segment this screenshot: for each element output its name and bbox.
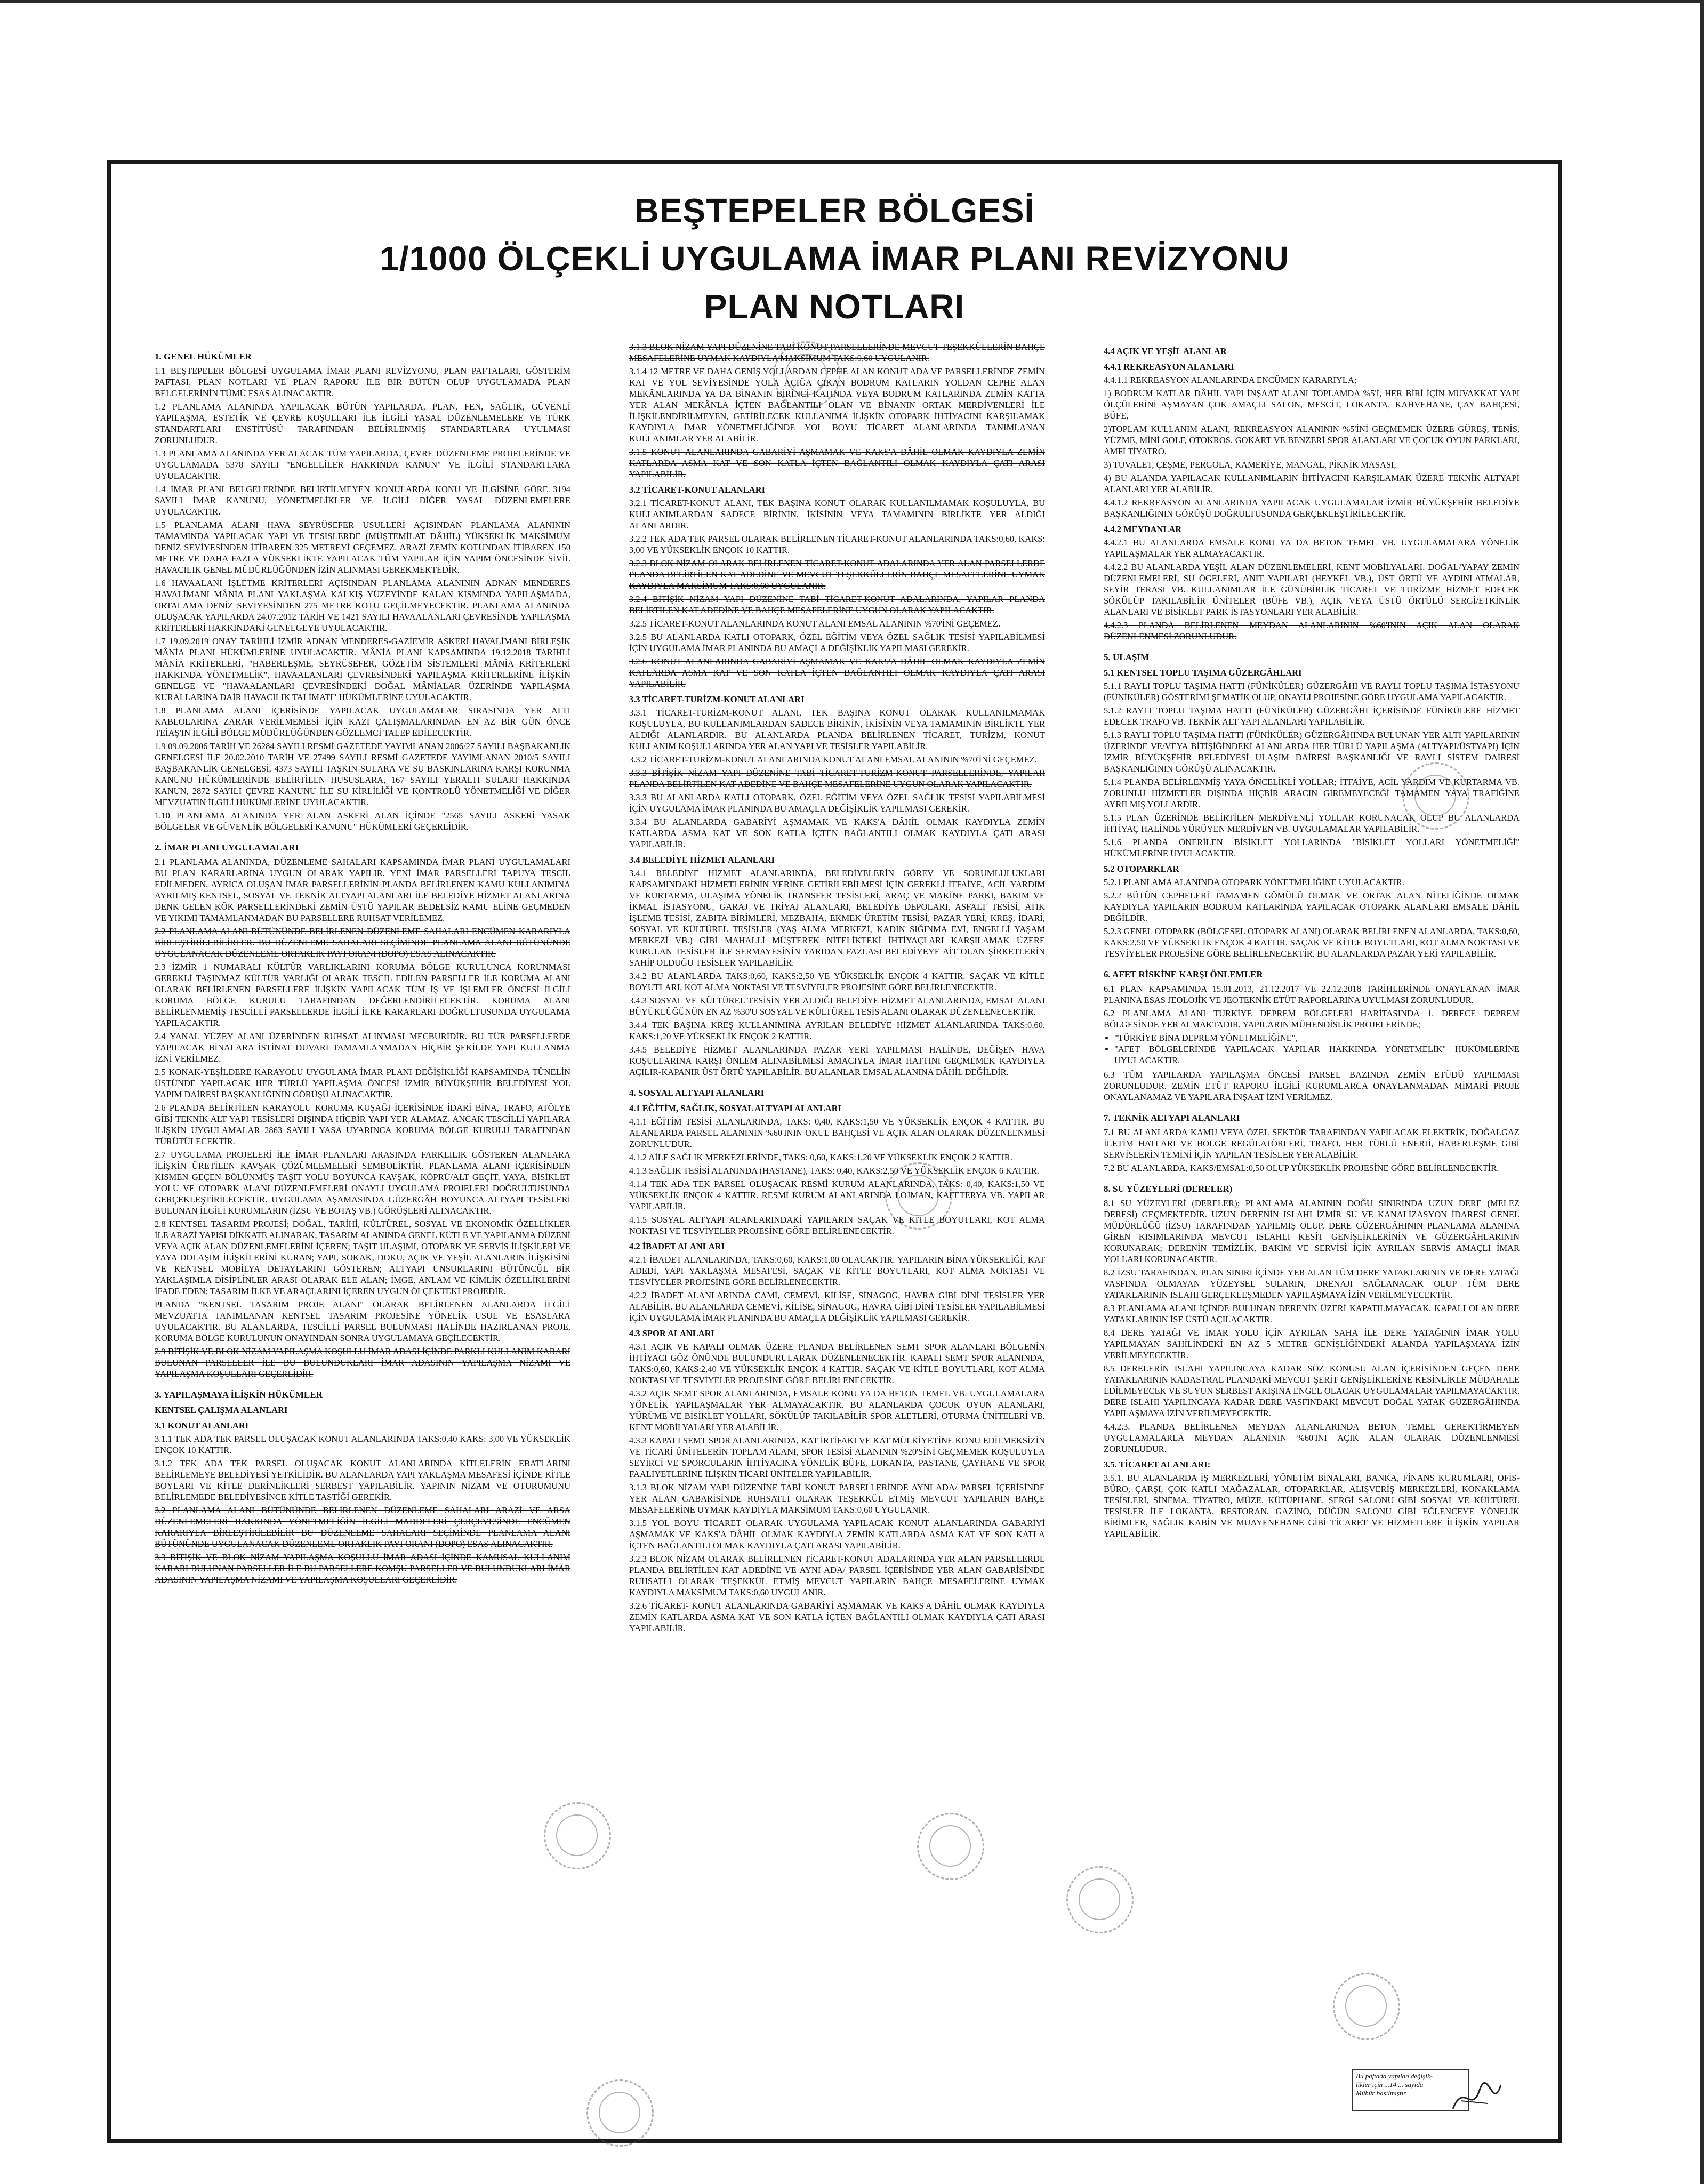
plan-note: 3.2.6 TİCARET- KONUT ALANLARINDA GABARİYİ AŞMAMAK VE KAKS'A DÂHİL OLMAK KAYDIYLA ZEMİN KATLARDA ASMA KAT VE SON KATLA İÇTEN BAĞLANTILI OLMAK KAYDIYLA ÇATI ARASI YAPILABİLİR. xyxy=(629,1601,1045,1633)
seal-stamp xyxy=(1333,1973,1400,2040)
plan-note: 3.1.5 YOL BOYU TİCARET OLARAK UYGULAMA YAPILACAK KONUT ALANLARINDA GABARİYİ AŞMAMAK VE KAKS'A DÂHİL OLMAK KAYDIYLA ZEMİN KATLARDA ASMA KAT VE SON KATLA İÇTEN BAĞLANTILI OLMAK KAYDIYLA ÇATI ARASI YAPILABİLİR. xyxy=(629,1518,1045,1551)
plan-note: 2.3 İZMİR 1 NUMARALI KÜLTÜR VARLIKLARINI KORUMA BÖLGE KURULUNCA KORUNMASI GEREKLİ TAŞINMAZ KÜLTÜR VARLIĞI OLARAK TESCİL EDİLEN PARSELLER İLE KORUMA ALANI OLARAK BELİRLENEN PARSELLERE İLİŞKİN YAPILACAK TÜM İŞ VE İŞLEMLER ÖNCESİ İLGİLİ KORUMA BÖLGE KURULU TARAFINDAN DEĞERLENDİRİLECEKTİR. KORUMA ALANI BELİRLENMEMİŞ TESCİLLİ PARSELLERDE İLGİLİ İLKE KARARLARI DOĞRULTUSUNDA UYGULAMA YAPILACAKTIR. xyxy=(155,962,570,1028)
plan-note: 3.3.4 BU ALANLARDA GABARİYİ AŞMAMAK VE KAKS'A DÂHİL OLMAK KAYDIYLA ZEMİN KATLARDA ASMA KAT VE SON KATLA İÇTEN BAĞLANTILI OLMAK KAYDIYLA ÇATI ARASI YAPILABİLİR. xyxy=(629,817,1045,849)
plan-note: 8.4 DERE YATAĞI VE İMAR YOLU İÇİN AYRILAN SAHA İLE DERE YATAĞININ İMAR YOLU YAPILMAYAN SAHİLİNDEKİ EN AZ 5 METRE GENİŞLİĞİNDEKİ ALANDA YAPILAŞMAYA İZİN VERİLMEYECEKTİR. xyxy=(1104,1328,1520,1360)
struck-plan-note: 3.3.3 BİTİŞİK NİZAM YAPI DÜZENİNE TABİ TİCARET-TURİZM-KONUT PARSELLERİNDE, YAPILAR PLANDA BELİRTİLEN KAT ADEDİNE VE BAHÇE MESAFELERİNE UYGUN OLARAK YAPILACAKTIR. xyxy=(629,768,1045,789)
seal-stamp xyxy=(1402,762,1469,830)
section-heading: 5. ULAŞIM xyxy=(1104,652,1150,662)
subsection-heading: KENTSEL ÇALIŞMA ALANLARI xyxy=(155,1405,288,1415)
plan-note: 3.4.1 BELEDİYE HİZMET ALANLARINDA, BELEDİYELERİN GÖREV VE SORUMLULUKLARI KAPSAMINDAKİ HİZMETLERİNİN YERİNE GETİRİLEBİLMESİ İÇİN GEREKLİ İTFAİYE, ACİL YARDIM VE KURTARMA, ULAŞIMA YÖNELİK TRANSFER TESİSLERİ, ARAÇ VE MAKİNE PARKI, BAKIM VE İKMAL İSTASYONU, GARAJ VE TRİYAJ ALANLARI, BELEDİYE DEPOLARI, ASFALT TESİSİ, ATIK İŞLEME TESİSİ, ZABITA BİRİMLERİ, MEZBAHA, EKMEK ÜRETİM TESİSİ, PAZAR YERİ, KREŞ, İDARİ, SOSYAL VE KÜLTÜREL TESİSLER (YAŞ ALMA MERKEZİ, KADIN SIĞINMA EVİ, ENGELLİ YAŞAM MERKEZİ VB.) GİBİ MAHALLİ MÜŞTEREK NİTELİKTEKİ İHTİYAÇLARI KARŞILAMAK ÜZERE KURULAN TESİSLER İLE SERMAYESİNİN YARIDAN FAZLASI BELEDİYEYE AİT OLAN ŞİRKETLERİN SAHİP OLDUĞU TESİSLER YAPILABİLİR. xyxy=(629,868,1045,968)
plan-note: 5.1.3 RAYLI TOPLU TAŞIMA HATTI (FÜNİKÜLER) GÜZERGÂHINDA BULUNAN YER ALTI YAPILARININ ÜZERİNDE VE/VEYA BİTİŞİĞİNDEKİ ALANLARDA HER TÜRLÜ YAPILAŞMA (ALTYAPI/ÜSTYAPI) İÇİN İZMİR BÜYÜKŞEHİR BELEDİYESİ ULAŞIM DAİRESİ BAŞKANLIĞI VE RAYLI SİSTEM DAİRESİ BAŞKANLIĞININ GÖRÜŞÜ ALINACAKTIR. xyxy=(1104,730,1520,774)
plan-note: 6.1 PLAN KAPSAMINDA 15.01.2013, 21.12.2017 VE 22.12.2018 TARİHLERİNDE ONAYLANAN İMAR PLANINA ESAS JEOLOJİK VE JEOTEKNİK ETÜT RAPORLARINA UYULMASI ZORUNLUDUR. xyxy=(1104,984,1520,1005)
plan-note: 3) TUVALET, ÇEŞME, PERGOLA, KAMERİYE, MANGAL, PİKNİK MASASI, xyxy=(1104,460,1396,470)
plan-note: 4.3.1 AÇIK VE KAPALI OLMAK ÜZERE PLANDA BELİRLENEN SEMT SPOR ALANLARI BÖLGENİN İHTİYACI GÖZ ÖNÜNDE BULUNDURULARAK DÜZENLENECEKTİR. KAPALI SEMT SPOR ALANINDA, TAKS:0,60, KAKS:2,40 VE YÜKSEKLİK ENÇOK 4 KATTIR. SAÇAK VE KİTLE BOYUTLARI, KOT ALMA NOKTASI VE TESVİYELER PROJESİNE GÖRE BELİRLENECEKTİR. xyxy=(629,1342,1045,1385)
plan-note: 5.2.3 GENEL OTOPARK (BÖLGESEL OTOPARK ALANI) OLARAK BELİRLENEN ALANLARDA, TAKS:0,60, KAKS:2,50 VE YÜKSEKLİK ENÇOK 4 KATTIR. SAÇAK VE KİTLE BOYUTLARI, KOT ALMA NOKTASI VE TESVİYELER PROJESİNE GÖRE BELİRLENECEKTİR. BU ALANLARDA PAZAR YERİ YAPILABİLİR. xyxy=(1104,926,1520,959)
subsection-heading: 3.4 BELEDİYE HİZMET ALANLARI xyxy=(629,855,775,865)
subsection-heading: 4.1 EĞİTİM, SAĞLIK, SOSYAL ALTYAPI ALANLARI xyxy=(629,1103,841,1113)
plan-note: 6.2 PLANLAMA ALANI TÜRKİYE DEPREM BÖLGELERİ HARİTASINDA 1. DERECE DEPREM BÖLGESİNDE YER ALMAKTADIR. YAPILARIN MÜHENDİSLİK PROJELERİNDE; xyxy=(1104,1008,1520,1030)
column-left xyxy=(155,341,570,2117)
subsection-heading: 5.2 OTOPARKLAR xyxy=(1104,864,1179,874)
plan-note: 4.4.1.1 REKREASYON ALANLARINDA ENCÜMEN KARARIYLA; xyxy=(1104,375,1357,385)
bullet-item: • "AFET BÖLGELERİNDE YAPILACAK YAPILAR HAKKINDA YÖNETMELİK" HÜKÜMLERİNE UYULACAKTIR. xyxy=(1114,1043,1520,1066)
struck-plan-note: 3.2.4 BİTİŞİK NİZAM YAPI DÜZENİNE TABİ TİCARET-KONUT ADALARINDA, YAPILAR PLANDA BELİRTİLEN KAT ADEDİNE VE BAHÇE MESAFELERİNE UYGUN OLARAK YAPILACAKTIR. xyxy=(629,594,1045,615)
plan-note: 8.2 İZSU TARAFINDAN, PLAN SINIRI İÇİNDE YER ALAN TÜM DERE YATAKLARININ VE DERE YATAĞI VASFINDA OLMAYAN YÜZEYSEL SULARIN, DRENAJI SAĞLANACAK OLUP TÜM DERE YATAKLARININ ISLAHI GERÇEKLEŞMEDEN YAPILAŞMAYA İZİN VERİLMEYECEKTİR. xyxy=(1104,1267,1520,1300)
revision-note-line-2: likler için ...14.... sayıda xyxy=(1356,2081,1424,2089)
section-heading: 6. AFET RİSKİNE KARŞI ÖNLEMLER xyxy=(1104,969,1263,979)
plan-note: 3.1.2 TEK ADA TEK PARSEL OLUŞACAK KONUT ALANLARINDA KİTLELERİN EBATLARINI BELİRLEMEYE BELEDİYESİ YETKİLİDİR. BU ALANLARDA YAPI YAKLAŞMA MESAFESİ İÇİNDE KİTLE BOYLARI VE KİTLE DERİNLİKLERİ SERBEST YAPILABİLİR. YAPININ NİZAM VE OTURUMUNU BELİRLEMEDE BELEDİYESİNCE KİTLE TASTİĞİ GEREKİR. xyxy=(155,1458,570,1502)
struck-plan-note: 3.2.3 BLOK NİZAM OLARAK BELİRLENEN TİCARET-KONUT ADALARINDA YER ALAN PARSELLERDE PLANDA BELİRTİLEN KAT ADEDİNE VE MEVCUT TEŞEKKÜLLERİN BAHÇE MESAFELERİNE UYMAK KAYDIYLA MAKSİMUM TAKS:0,60 UYGULANIR. xyxy=(629,558,1045,591)
plan-note: 4.4.2.1 BU ALANLARDA EMSALE KONU YA DA BETON TEMEL VB. UYGULAMALARA YÖNELİK YAPILAŞMALAR YER ALMAYACAKTIR. xyxy=(1104,537,1520,559)
bullet-list xyxy=(1114,1032,1520,1066)
plan-note: 5.1.4 PLANDA BELİRLENMİŞ YAYA ÖNCELİKLİ YOLLAR; İTFAİYE, ACİL YARDIM VE KURTARMA VB. ZORUNLU HİZMETLER DIŞINDA HİÇBİR ARACIN GİREMEYECEĞİ TAMAMEN YAYA TRAFİĞİNE AYRILMIŞ YOLLARDIR. xyxy=(1104,777,1520,809)
struck-plan-note: 3.2 PLANLAMA ALANI BÜTÜNÜNDE BELİRLENEN DÜZENLEME SAHALARI ARAZİ VE ARSA DÜZENLEMELERİ HAKKINDA YÖNETMELİĞİN İLGİLİ MADDELERİ ÇERÇEVESİNDE ENCÜMEN KARARIYLA BİRLEŞTİRİLEBİLİR BU DÜZENLEME SAHALARI SEÇİMİNDE PLANLAMA ALANI BÜTÜNÜNDE UYGULANACAK DÜZENLEME ORTAKLIK PAYI ORANI (DOPO) ESAS ALINACAKTIR. xyxy=(155,1505,570,1549)
plan-note: 1.2 PLANLAMA ALANINDA YAPILACAK BÜTÜN YAPILARDA, PLAN, FEN, SAĞLIK, GÜVENLİ YAPILAŞMA, ESTETİK VE ÇEVRE KOŞULLARI İLE İLGİLİ YASAL DÜZENLEMELERE VE TÜRK STANDARTLARI ENSTİTÜSÜ TARAFINDAN BELİRLENMİŞ STANDARTLARA UYULMASI ZORUNLUDUR. xyxy=(155,402,570,445)
plan-note: 8.1 SU YÜZEYLERİ (DERELER); PLANLAMA ALANININ DOĞU SINIRINDA UZUN DERE (MELEZ DERESİ) GEÇMEKTEDİR. UZUN DERENİN ISLAHI İZMİR SU VE KANALİZASYON İDARESİ GENEL MÜDÜRLÜĞÜ (İZSU) TARAFINDAN YAPILMIŞ OLUP, DERE GÜZERGÂHININ PLANLAMA ALANINA GİREN KISIMLARINDA MEVCUT ISLAHLI KESİT GENİŞLİKLERİNİN VE GÜZERGÂHLARININ KORUNARAK; DERENİN TEMİZLİK, BAKIM VE SERVİSİ İÇİN AYRILAN SERVİS AMAÇLI İMAR YOLLARI KORUNACAKTIR. xyxy=(1104,1198,1520,1264)
plan-note: 2)TOPLAM KULLANIM ALANI, REKREASYON ALANININ %5'İNİ GEÇMEMEK ÜZERE GÜREŞ, TENİS, YÜZME, MİNİ GOLF, OTOKROS, GOKART VE BENZERİ SPOR ALANLARI VE ÇOCUK OYUN PARKLARI, AMFİ TİYATRO, xyxy=(1104,424,1520,456)
bullet-item: • "TÜRKİYE BİNA DEPREM YÖNETMELİĞİNE", xyxy=(1114,1032,1520,1043)
plan-note: 3.4.3 SOSYAL VE KÜLTÜREL TESİSİN YER ALDIĞI BELEDİYE HİZMET ALANLARINDA, EMSAL ALANI BÜYÜKLÜĞÜNÜN EN AZ %30'U SOSYAL VE KÜLTÜREL TESİS ALANI OLARAK DÜZENLENECEKTİR. xyxy=(629,995,1045,1017)
plan-note: 3.2.3 BLOK NİZAM OLARAK BELİRLENEN TİCARET-KONUT ADALARINDA YER ALAN PARSELLERDE PLANDA BELİRTİLEN KAT ADEDİNE VE AYNI ADA/ PARSEL İÇERİSİNDE YER ALAN GABARİSİNDE RUHSATLI OLARAK TEŞEKKÜL ETMİŞ MEVCUT YAPILARIN BAHÇE MESAFELERİNE UYMAK KAYDIYLA MAKSİMUM TAKS:0,60 UYGULANIR. xyxy=(629,1554,1045,1597)
plan-note: 4.3.2 AÇIK SEMT SPOR ALANLARINDA, EMSALE KONU YA DA BETON TEMEL VB. UYGULAMALARA YÖNELİK YAPILAŞMALAR YER ALMAYACAKTIR. BU ALANLARDA ÇOCUK OYUN ALANLARI, YÜRÜME VE BİSİKLET YOLLARI, SÖKÜLÜP TAKILABİLİR SPOR ALETLERİ, OTURMA ÜNİTELERİ VB. KENT MOBİLYALARI YER ALABİLİR. xyxy=(629,1388,1045,1432)
plan-note: 2.1 PLANLAMA ALANINDA, DÜZENLEME SAHALARI KAPSAMINDA İMAR PLANI UYGULAMALARI BU PLAN KARARLARINA UYGUN OLARAK YAPILIR. YENİ İMAR PARSELLERİ TAPUYA TESCİL EDİLMEDEN, AYRICA OLUŞAN İMAR PARSELLERİNİN PLANDA BELİRLENEN KAMU KULLANIMINA AYRILMIŞ KENTSEL, SOSYAL VE TEKNİK ALTYAPI ALANLARI İLE BELEDİYE HİZMET ALANLARINA DENK GELEN KÖK PARSELLERİNDEKİ ZEMİN ÜSTÜ YAPILAR BEDELSİZ KAMU ELİNE GEÇMEDEN VE YIKIMI TAMAMLANMADAN BU PARSELLERE RUHSAT VERİLEMEZ. xyxy=(155,857,570,923)
plan-note: 4.1.3 SAĞLIK TESİSİ ALANINDA (HASTANE), TAKS: 0,40, KAKS:2,50 VE YÜKSEKLİK ENÇOK 6 KATTIR. xyxy=(629,1166,1040,1176)
plan-note: 3.1.1 TEK ADA TEK PARSEL OLUŞACAK KONUT ALANLARINDA TAKS:0,40 KAKS: 3,00 VE YÜKSEKLİK ENÇOK 10 KATTIR. xyxy=(155,1434,570,1455)
plan-note: 1.7 19.09.2019 ONAY TARİHLİ İZMİR ADNAN MENDERES-GAZİEMİR ASKERİ HAVALİMANI BİRLEŞİK MÂNİA PLANI HÜKÜMLERİNE UYULACAKTIR. MÂNİA PLANI KAPSAMINDA 19.12.2018 TARİHLİ MÂNİA KRİTERLERİ, "HABERLEŞME, SEYRÜSEFER, GÖZETİM SİSTEMLERİ MÂNİA KRİTERLERİ HAKKINDA YÖNETMELİK", HAVAALANLARI ÇEVRESİNDEKİ YAPILAŞMA KRİTERLERİNE İLİŞKİN GENELGE VE "HAVAALANLARI ÇEVRESİNDEKİ DOĞAL MÂNİALAR ÜZERİNDE YAPILAŞMA KURALLARINA DAİR HAVACILIK TALİMATI" HÜKÜMLERİNE UYULACAKTIR. xyxy=(155,636,570,702)
plan-note: 4.3.3 KAPALI SEMT SPOR ALANLARINDA, KAT İRTİFAKI VE KAT MÜLKİYETİNE KONU EDİLMEKSİZİN VE TİCARİ ÜNİTELERİN TOPLAM ALANI, SPOR TESİSİ ALANININ %20'SİNİ GEÇMEMEK KOŞULUYLA SEYİRCİ VE SPORCULARIN İHTİYACINA YÖNELİK BÜFE, LOKANTA, PASTANE, ÇAYHANE VE SPOR FAALİYETLERİNE İLİŞKİN TİCARİ ÜNİTELER YAPILABİLİR. xyxy=(629,1435,1045,1479)
seal-stamp xyxy=(885,1162,952,1230)
subsection-heading: 4.4 AÇIK VE YEŞİL ALANLAR xyxy=(1104,346,1227,356)
plan-note: 3.1.4 12 METRE VE DAHA GENİŞ YOLLARDAN CEPHE ALAN KONUT ADA VE PARSELLERİNDE ZEMİN KAT VE YOL SEVİYESİNDE YOLA AÇIĞA ÇIKAN BODRUM KATLARIN YOLDAN CEPHE ALAN MEKÂNLARINDA YA DA BİNANIN BİRİNCİ KATINDA VEYA BODRUM KATLARINDA ZEMİN KATTA YER ALAN MEKÂNLA İÇTEN BAĞLANTILI OLAN VE BİNANIN ORTAK MERDİVENLERİ İLE İLİŞKİLENDİRİLMEYEN, GETİRİLECEK KULLANIMA İLİŞKİN OTOPARK İHTİYACINI KARŞILAMAK KAYDIYLA İMAR YÖNETMELİĞİNDE YOL BOYU TİCARET ALANLARINDA TANIMLANAN KULLANIMLAR YER ALABİLİR. xyxy=(629,366,1045,444)
revision-note-line-1: Bu paftada yapılan değişik- xyxy=(1356,2072,1433,2080)
plan-note: 8.5 DERELERİN ISLAHI YAPILINCAYA KADAR SÖZ KONUSU ALAN İÇERİSİNDEN GEÇEN DERE YATAKLARININ KADASTRAL PLANDAKİ MEVCUT ŞERİT GENİŞLİKLERİNE KESİNLİKLE MÜDAHALE EDİLMEYECEK VE SUYUN SERBEST AKIŞINA ENGEL OLACAK UYGULAMALAR YAPILMAYACAKTIR. DERE ISLAHI YAPILINCAYA KADAR DERE VASFINDAKİ MEVCUT DOĞAL YATAK GÜZERGÂHINDA YAPILAŞMAYA İZİN VERİLMEYECEKTİR. xyxy=(1104,1363,1520,1418)
plan-note: 5.1.5 PLAN ÜZERİNDE BELİRTİLEN MERDİVENLİ YOLLAR KORUNACAK OLUP BU ALANLARDA İHTİYAÇ HALİNDE YÜRÜYEN MERDİVEN VB. UYGULAMALAR YAPILABİLİR. xyxy=(1104,813,1520,834)
plan-note: 3.5.1. BU ALANLARDA İŞ MERKEZLERİ, YÖNETİM BİNALARI, BANKA, FİNANS KURUMLARI, OFİS-BÜRO, ÇARŞI, ÇOK KATLI MAĞAZALAR, OTOPARKLAR, ALIŞVERİŞ MERKEZLERİ, KONAKLAMA TESİSLERİ, SİNEMA, TİYATRO, MÜZE, KÜTÜPHANE, SERGİ SALONU GİBİ SOSYAL VE KÜLTÜREL TESİSLER İLE LOKANTA, RESTORAN, GAZİNO, DÜĞÜN SALONU GİBİ EĞLENCEYE YÖNELİK BİRİMLER, SAĞLIK KABİN VE MUAYENEHANE GİBİ TİCARET VE HİZMETLERE İLİŞKİN YAPILAR YAPILABİLİR. xyxy=(1104,1473,1520,1539)
plan-note: 1.3 PLANLAMA ALANINDA YER ALACAK TÜM YAPILARDA, ÇEVRE DÜZENLEME PROJELERİNDE VE UYGULAMADA 5378 SAYILI "ENGELLİLER HAKKINDA KANUN" VE İLGİLİ STANDARTLARA UYULACAKTIR. xyxy=(155,448,570,481)
plan-note: 1) BODRUM KATLAR DÂHİL YAPI İNŞAAT ALANI TOPLAMDA %5'İ, HER BİRİ İÇİN MUVAKKAT YAPI ÖLÇÜLERİNİ AŞMAYAN ÇOK AMAÇLI SALON, MESCİT, LOKANTA, KAHVEHANE, ÇAY BAHÇESİ, BÜFE, xyxy=(1104,388,1520,421)
plan-note: 1.6 HAVAALANI İŞLETME KRİTERLERİ AÇISINDAN PLANLAMA ALANININ ADNAN MENDERES HAVALİMANI MÂNİA PLANI YAKLAŞMA KALKIŞ YÜZEYİNDE KALAN KISMINDA YAPILAŞMADA, ORTALAMA DENİZ SEVİYESİNDEN 275 METRE KOTU GEÇİLMEYECEKTİR. PLANLAMA ALANINDA OLUŞACAK YAPILARDA 24.07.2012 TARİH VE 1421 SAYILI HAVAALANLARI ÇEVRESİNDE YAPILAŞMA KRİTERLERİ HAKKINDAKİ GENELGEYE UYULACAKTIR. xyxy=(155,578,570,633)
subsection-heading: 4.4.1 REKREASYON ALANLARI xyxy=(1104,362,1234,372)
struck-plan-note: 3.3 BİTİŞİK VE BLOK NİZAM YAPILAŞMA KOŞULLU İMAR ADASI İÇİNDE KAMUSAL KULLANIM KARARI BULUNAN PARSELLER İLE BU PARSELLERE KOMŞU PARSELLER VE BULUNDUKLARI İMAR ADASININ YAPILAŞMA NİZAMI VE YAPILAŞMA KOŞULLARI GEÇERLİDİR. xyxy=(155,1552,570,1585)
seal-stamp xyxy=(586,2079,654,2147)
scan-edge-right xyxy=(1700,0,1704,2184)
plan-note: 3.3.1 TİCARET-TURİZM-KONUT ALANI, TEK BAŞINA KONUT OLARAK KULLANILMAMAK KOŞULUYLA, BU KULLANIMLARDAN SADECE BİRİNİN, İKİSİNİN VEYA TAMAMININ BİRLİKTE YER ALDIĞI ALANLARDIR. BU ALANLARDA PLANDA BELİRLENEN TİCARET, TURİZM, KONUT KULLANIM KOŞULLARINDA YER ALAN YAPI VE TESİSLER YAPILABİLİR. xyxy=(629,708,1045,751)
plan-note: 1.1 BEŞTEPELER BÖLGESİ UYGULAMA İMAR PLANI REVİZYONU, PLAN PAFTALARI, GÖSTERİM PAFTASI, PLAN NOTLARI VE PLAN RAPORU İLE BİR BÜTÜN OLUP UYGULAMADA PLAN BELGELERİNİN TÜMÜ ESAS ALINACAKTIR. xyxy=(155,366,570,398)
title-line-2: 1/1000 ÖLÇEKLİ UYGULAMA İMAR PLANI REVİZYONU xyxy=(380,239,1289,278)
section-heading: 8. SU YÜZEYLERİ (DERELER) xyxy=(1104,1184,1233,1194)
plan-note: 3.4.2 BU ALANLARDA TAKS:0,60, KAKS:2,50 VE YÜKSEKLİK ENÇOK 4 KATTIR. SAÇAK VE KİTLE BOYUTLARI, KOT ALMA NOKTASI VE TESVİYELER PROJESİNE GÖRE BELİRLENECEKTİR. xyxy=(629,971,1045,992)
plan-note: 3.4.4 TEK BAŞINA KREŞ KULLANIMINA AYRILAN BELEDİYE HİZMET ALANLARINDA TAKS:0,60, KAKS:1,20 VE YÜKSEKLİK ENÇOK 2 KATTIR. xyxy=(629,1020,1045,1041)
subsection-heading: 3.2 TİCARET-KONUT ALANLARI xyxy=(629,485,766,495)
plan-note: 4.2.2 İBADET ALANLARINDA CAMİ, CEMEVİ, KİLİSE, SİNAGOG, HAVRA GİBİ DİNİ TESİSLER YER ALABİLİR. BU ALANLARDA CEMEVİ, KİLİSE, SİNAGOG, HAVRA GİBİ DİNİ TESİSLER YAPILABİLMESİ İÇİN UYGULAMA İMAR PLANINDA BU AMAÇLA DEĞİŞİKLİK YAPILMASI GEREKİR. xyxy=(629,1290,1045,1323)
seal-stamp xyxy=(917,1813,984,1880)
plan-note: 3.4.5 BELEDİYE HİZMET ALANLARINDA PAZAR YERİ YAPILMASI HALİNDE, DEĞİŞEN HAVA KOŞULLARINA KARŞI ÖNLEM ALINABİLMESİ AMACIYLA İMAR HATTINI GEÇMEMEK KAYDIYLA AÇILIR-KAPANIR ÜST ÖRTÜ YAPILABİLİR. BU ALANLAR EMSAL ALANINA DÂHİL DEĞİLDİR. xyxy=(629,1045,1045,1077)
plan-note: 2.6 PLANDA BELİRTİLEN KARAYOLU KORUMA KUŞAĞI İÇERİSİNDE İDARİ BİNA, TRAFO, ATÖLYE GİBİ TEKNİK ALT YAPI TESİSLERİ DIŞINDA HİÇBİR YAPI YER ALAMAZ. ANCAK TESCİLLİ YAPILARA İLİŞKİN UYGULAMALAR 2863 SAYILI YASA UYARINCA KORUMA BÖLGE KURULU TARAFINDAN TÜRÜTÜLECEKTİR. xyxy=(155,1103,570,1146)
struck-plan-note: 2.9 BİTİŞİK VE BLOK NİZAM YAPILAŞMA KOŞULLU İMAR ADASI İÇİNDE PARKLI KULLANIM KARARI BULUNAN PARSELLER İLE BU BULUNDUKLARI İMAR ADASININ YAPILAŞMA NİZAMI VE YAPILAŞMA KOŞULLARI GEÇERLİDİR. xyxy=(155,1346,570,1379)
subsection-heading: 3.3 TİCARET-TURİZM-KONUT ALANLARI xyxy=(629,694,805,704)
struck-plan-note: 3.1.3 BLOK NİZAM YAPI DÜZENİNE TABİ KONUT PARSELLERİNDE MEVCUT TEŞEKKÜLLERİN BAHÇE MESAFELERİNE UYMAK KAYDIYLA MAKSİMUM TAKS:0,60 UYGULANIR. xyxy=(629,342,1045,363)
seal-stamp xyxy=(544,1802,611,1869)
plan-note: 1.8 PLANLAMA ALANI İÇERİSİNDE YAPILACAK UYGULAMALAR SIRASINDA YER ALTI KABLOLARINA ZARAR VERİLMEMESİ İÇİN KAZI ÇALIŞMALARINDAN EN AZ BİR GÜN ÖNCE TEİAŞ'IN İLGİLİ BÖLGE MÜDÜRLÜĞÜNDEN GÖZLEMCİ TALEP EDİLECEKTİR. xyxy=(155,705,570,738)
plan-note: 3.1.3 BLOK NİZAM YAPI DÜZENİNE TABİ KONUT PARSELLERİNDE AYNI ADA/ PARSEL İÇERİSİNDE YER ALAN GABARİSİNDE RUHSATLI OLARAK TEŞEKKÜL ETMİŞ MEVCUT YAPILARIN BAHÇE MESAFELERİNE UYMAK KAYDIYLA MAKSİMUM TAKS:0,60 UYGULANIR. xyxy=(629,1482,1045,1515)
plan-note: 3.2.2 TEK ADA TEK PARSEL OLARAK BELİRLENEN TİCARET-KONUT ALANLARINDA TAKS:0,60, KAKS: 3,00 VE YÜKSEKLİK ENÇOK 10 KATTIR. xyxy=(629,534,1045,555)
plan-note: 2.4 YANAL YÜZEY ALANI ÜZERİNDEN RUHSAT ALINMASI MECBURİDİR. BU TÜR PARSELLERDE YAPILACAK BİNALARA İSTİNAT DUVARI TAMAMLANMADAN HİÇBİR ŞEKİLDE YAPI KULLANMA İZNİ VERİLMEZ. xyxy=(155,1031,570,1064)
plan-note: 8.3 PLANLAMA ALANI İÇİNDE BULUNAN DERENİN ÜZERİ KAPATILMAYACAK, KAPALI OLAN DERE YATAKLARININ İSE ÜSTÜ AÇILACAKTIR. xyxy=(1104,1303,1520,1324)
seal-stamp xyxy=(1066,1866,1134,1933)
plan-note: 5.1.1 RAYLI TOPLU TAŞIMA HATTI (FÜNİKÜLER) GÜZERGÂHI VE RAYLI TOPLU TAŞIMA İSTASYONU (FÜNİKÜLER) GÖSTERİMİ ŞEMATİK OLUP, ONAYLI PROJESİNE GÖRE UYGULAMA YAPILACAKTIR. xyxy=(1104,681,1520,702)
subsection-heading: 3.1 KONUT ALANLARI xyxy=(155,1420,249,1431)
plan-note: 2.5 KONAK-YEŞİLDERE KARAYOLU UYGULAMA İMAR PLANI DEĞİŞİKLİĞİ KAPSAMINDA TÜNELİN ÜSTÜNDE YAPILACAK HER TÜRLÜ YAPILAŞMA ÖNCESİ İZMİR BÜYÜKŞEHİR BELEDİYESİ YOL YAPIM DAİRESİ BAŞKANLIĞININ GÖRÜŞÜ ALINACAKTIR. xyxy=(155,1067,570,1099)
section-heading: 1. GENEL HÜKÜMLER xyxy=(155,351,252,362)
plan-note: 5.2.2 BÜTÜN CEPHELERİ TAMAMEN GÖMÜLÜ OLMAK VE ORTAK ALAN NİTELİĞİNDE OLMAK KAYDIYLA YAPILARIN BODRUM KATLARINDA YAPILACAK OTOPARK ALANLARI EMSALE DÂHİL DEĞİLDİR. xyxy=(1104,890,1520,923)
subsection-heading: 5.1 KENTSEL TOPLU TAŞIMA GÜZERGÂHLARI xyxy=(1104,668,1302,678)
plan-note: 3.2.5 TİCARET-KONUT ALANLARINDA KONUT ALANI EMSAL ALANININ %70'İNİ GEÇEMEZ. xyxy=(629,619,1001,629)
struck-plan-note: 3.1.5 KONUT ALANLARINDA GABARİYİ AŞMAMAK VE KAKS'A DÂHİL OLMAK KAYDIYLA ZEMİN KATLARDA ASMA KAT VE SON KATLA İÇTEN BAĞLANTILI OLMAK KAYDIYLA ÇATI ARASI YAPILABİLİR. xyxy=(629,447,1045,479)
plan-note: 5.1.6 PLANDA ÖNERİLEN BİSİKLET YOLLARINDA "BİSİKLET YOLLARI YÖNETMELİĞİ" HÜKÜMLERİNE UYULACAKTIR. xyxy=(1104,837,1520,858)
plan-note: 4.1.5 SOSYAL ALTYAPI ALANLARINDAKİ YAPILARIN SAÇAK VE KİTLE BOYUTLARI, KOT ALMA NOKTASI VE TESVİYELER PROJESİNE GÖRE BELİRLENECEKTİR. xyxy=(629,1215,1045,1236)
signature-mark xyxy=(1450,2079,1504,2117)
section-heading: 2. İMAR PLANI UYGULAMALARI xyxy=(155,842,299,853)
subsection-heading: 4.2 İBADET ALANLARI xyxy=(629,1241,725,1251)
plan-note: 7.1 BU ALANLARDA KAMU VEYA ÖZEL SEKTÖR TARAFINDAN YAPILACAK ELEKTRİK, DOĞALGAZ İLETİM HATLARI VE BÖLGE REGÜLATÖRLERİ, TRAFO, HER TÜRLÜ ENERJİ, HABERLEŞME GİBİ SERVİSLERİN TEMİNİ İÇİN YAPILAN TESİSLER YER ALABİLİR. xyxy=(1104,1127,1520,1160)
scan-edge-top xyxy=(0,0,1704,3)
column-right xyxy=(1104,341,1520,2117)
plan-note: 3.2.1 TİCARET-KONUT ALANI, TEK BAŞINA KONUT OLARAK KULLANILMAMAK KOŞULUYLA, BU KULLANIMLARDAN SADECE BİRİNİN, İKİSİNİN VEYA TAMAMININ BİRLİKTE YER ALDIĞI ALANLARDIR. xyxy=(629,498,1045,531)
section-heading: 3. YAPILAŞMAYA İLİŞKİN HÜKÜMLER xyxy=(155,1390,323,1400)
plan-note: 4) BU ALANDA YAPILACAK KULLANIMLARIN İHTİYACINI KARŞILAMAK ÜZERE TEKNİK ALTYAPI ALANLARI YER ALABİLİR. xyxy=(1104,473,1520,494)
plan-note: 3.3.2 TİCARET-TURİZM-KONUT ALANLARINDA KONUT ALANI EMSAL ALANININ %70'İNİ GEÇEMEZ. xyxy=(629,754,1037,765)
plan-note: 4.4.2.3. PLANDA BELİRLENEN MEYDAN ALANLARINDA BETON TEMEL GEREKTİRMEYEN UYGULAMALARLA MEYDAN ALANININ %60'INI AÇIK ALAN OLARAK DÜZENLENMESİ ZORUNLUDUR. xyxy=(1104,1422,1520,1454)
title-line-1: BEŞTEPELER BÖLGESİ xyxy=(634,191,1035,230)
plan-note: 3.3.3 BU ALANLARDA KATLI OTOPARK, ÖZEL EĞİTİM VEYA ÖZEL SAĞLIK TESİSİ YAPILABİLMESİ İÇİN UYGULAMA İMAR PLANINDA BU AMAÇLA DEĞİŞİKLİK YAPILMASI GEREKİR. xyxy=(629,792,1045,814)
title-line-3: PLAN NOTLARI xyxy=(704,287,965,326)
plan-note: 1.10 PLANLAMA ALANINDA YER ALAN ASKERİ ALAN İÇİNDE "2565 SAYILI ASKERİ YASAK BÖLGELER VE GÜVENLİK BÖLGELERİ KANUNU" HÜKÜMLERİ GEÇERLİDİR. xyxy=(155,810,570,832)
plan-note: PLANDA "KENTSEL TASARIM PROJE ALANI" OLARAK BELİRLENEN ALANLARDA İLGİLİ MEVZUATTA TANIMLANAN KENTSEL TASARIM PROJESİNE YÖNELİK USUL VE ESASLARA UYULACAKTIR. BU ALANLARDA, TESCİLLİ PARSEL BULUNMASI HALİNDE HAZIRLANAN PROJE, KORUMA BÖLGE KURULUNUN ONAYINDAN SONRA UYGULAMAYA GEÇİLECEKTİR. xyxy=(155,1299,570,1343)
plan-note: 2.7 UYGULAMA PROJELERİ İLE İMAR PLANLARI ARASINDA FARKLILIK GÖSTEREN ALANLARA İLİŞKİN ÜRETİLEN KAVŞAK ÇÖZÜMLEMELERİ SEMBOLİKTİR. PLANLAMA ALANI İÇERİSİNDEN KISMEN GEÇEN BÖLÜNMÜŞ TAŞIT YOLU BOYUNCA KAVŞAK, KÖPRÜ/ALT GEÇİT, YAYA, BİSİKLET YOLU VE OTOPARK ALANI DÜZENLEMELERİ ONAYLI UYGULAMA PROJELERİ DOĞRULTUSUNDA GERÇEKLEŞTİRİLECEKTİR. UYGULAMA AŞAMASINDA GÜZERGÂH BOYUNCA ALTYAPI TESİSLERİ BULUNAN İLGİLİ KURUMLARIN (İZSU VE BOTAŞ VB.) GÖRÜŞLERİ ALINACAKTIR. xyxy=(155,1150,570,1216)
plan-note: 1.9 09.09.2006 TARİH VE 26284 SAYILI RESMİ GAZETEDE YAYIMLANAN 2006/27 SAYILI BAŞBAKANLIK GENELGESİ İLE 20.02.2010 TARİH VE 27499 SAYILI RESMİ GAZETEDE YAYIMLANAN 2010/5 SAYILI BAŞBAKANLIK GENELGESİ, 4373 SAYILI TAŞKIN SULARA VE SU BASKINLARINA KARŞI KORUNMA KANUNU HÜKÜMLERİNDE BELİRTİLEN HUSUSLARA, 167 SAYILI YERALTI SULARI HAKKINDA KANUN, 2872 SAYILI ÇEVRE KANUNU İLE SU KİRLİLİĞİ VE KONTROLÜ YÖNETMELİĞİ VE DİĞER MEVZUATIN İLGİLİ HÜKÜMLERİNE UYULACAKTIR. xyxy=(155,741,570,807)
revision-note-line-3: Mühür basılmıştır. xyxy=(1356,2089,1408,2097)
section-heading: 7. TEKNİK ALTYAPI ALANLARI xyxy=(1104,1113,1240,1123)
seal-stamp xyxy=(773,341,840,408)
plan-note: 6.3 TÜM YAPILARDA YAPILAŞMA ÖNCESİ PARSEL BAZINDA ZEMİN ETÜDÜ YAPILMASI ZORUNLUDUR. ZEMİN ETÜT RAPORU İLGİLİ KURUMLARCA ONAYLANMADAN MİMARİ PROJE ONAYLANAMAZ VE YAPILARA İNŞAAT İZNİ VERİLMEZ. xyxy=(1104,1070,1520,1102)
plan-note: 1.5 PLANLAMA ALANI HAVA SEYRÜSEFER USULLERİ AÇISINDAN PLANLAMA ALANININ TAMAMINDA YAPILACAK YAPI VE TESİSLERDE (MÜŞTEMİLAT DÂHİL) YÜKSEKLİK MAKSİMUM DENİZ SEVİYESİNDEN İTİBAREN 325 METREYİ GEÇEMEZ. ARAZİ ZEMİN KOTUNDAN İTİBAREN 150 METRE VE DAHA FAZLA YÜKSEKLİKTE YAPILACAK TÜM YAPILAR İÇİN YAPIM ÖNCESİNDE SİVİL HAVACILIK GENEL MÜDÜRLÜĞÜNDEN İZİN ALINMASI GEREKMEKTEDİR. xyxy=(155,520,570,575)
plan-note: 5.1.2 RAYLI TOPLU TAŞIMA HATTI (FÜNİKÜLER) GÜZERGÂHI İÇERİSİNDE FÜNİKÜLERE HİZMET EDECEK TRAFO VB. TEKNİK ALT YAPI ALANLARI YAPILABİLİR. xyxy=(1104,705,1520,727)
struck-plan-note: 2.2 PLANLAMA ALANI BÜTÜNÜNDE BELİRLENEN DÜZENLEME SAHALARI ENCÜMEN KARARIYLA BİRLEŞTİRİLEBİLİRLER. BU DÜZENLEME SAHALARI SEÇİMİNDE PLANLAMA ALANI BÜTÜNÜNDE UYGULANACAK DÜZENLEME ORTAKLIK PAYI ORANI (DOPO) ESAS ALINACAKTIR. xyxy=(155,926,570,959)
struck-plan-note: 4.4.2.3 PLANDA BELİRLENEN MEYDAN ALANLARININ %60'ININ AÇIK ALAN OLARAK DÜZENLENMESİ ZORUNLUDUR. xyxy=(1104,620,1520,641)
plan-note: 5.2.1 PLANLAMA ALANINDA OTOPARK YÖNETMELİĞİNE UYULACAKTIR. xyxy=(1104,877,1405,887)
plan-note: 3.2.5 BU ALANLARDA KATLI OTOPARK, ÖZEL EĞİTİM VEYA ÖZEL SAĞLIK TESİSİ YAPILABİLMESİ İÇİN UYGULAMA İMAR PLANINDA BU AMAÇLA DEĞİŞİKLİK YAPILMASI GEREKİR. xyxy=(629,632,1045,653)
plan-note: 1.4 İMAR PLANI BELGELERİNDE BELİRTİLMEYEN KONULARDA KONU VE İLGİSİNE GÖRE 3194 SAYILI İMAR KANUNU, YÖNETMELİKLER VE İLGİLİ DİĞER YASAL DÜZENLEMELERE UYULACAKTIR. xyxy=(155,484,570,517)
subsection-heading: 3.5. TİCARET ALANLARI: xyxy=(1104,1459,1211,1470)
struck-plan-note: 3.2.6 KONUT ALANLARINDA GABARİYİ AŞMAMAK VE KAKS'A DÂHİL OLMAK KAYDIYLA ZEMİN KATLARDA ASMA KAT VE SON KATLA İÇTEN BAĞLANTILI OLMAK KAYDIYLA ÇATI ARASI YAPILABİLİR. xyxy=(629,656,1045,689)
plan-note: 4.1.2 AİLE SAĞLIK MERKEZLERİNDE, TAKS: 0,60, KAKS:1,20 VE YÜKSEKLİK ENÇOK 2 KATTIR. xyxy=(629,1152,1012,1162)
plan-note: 4.2.1 İBADET ALANLARINDA, TAKS:0,60, KAKS:1,00 OLACAKTIR. YAPILARIN BİNA YÜKSEKLİĞİ, KAT ADEDİ, YAPI YAKLAŞMA MESAFESİ, SAÇAK VE KİTLE BOYUTLARI, KOT ALMA NOKTASI VE TESVİYELER PROJESİNE GÖRE BELİRLENECEKTİR. xyxy=(629,1255,1045,1287)
subsection-heading: 4.3 SPOR ALANLARI xyxy=(629,1328,714,1338)
document-title xyxy=(107,187,1562,331)
plan-note: 4.4.2.2 BU ALANLARDA YEŞİL ALAN DÜZENLEMELERİ, KENT MOBİLYALARI, DOĞAL/YAPAY ZEMİN DÜZENLEMELERİ, SU ÖGELERİ, ANIT YAPILARI (HEYKEL VB.), ÜST ÖRTÜ VE AYDINLATMALAR, SEYİR TERASI VB. KULLANIMLAR İLE GÜNÜBİRLİK TİCARET VE TURİZME HİZMET EDECEK SÖKÜLÜP TAKILABİLİR ÜNİTELER (BÜFE VB.), AÇIK VEYA ÜSTÜ ÖRTÜLÜ SERGİ/ETKİNLİK ALANLARI VE BİSİKLET PARK İSTASYONLARI YER ALABİLİR. xyxy=(1104,562,1520,617)
plan-note: 4.1.4 TEK ADA TEK PARSEL OLUŞACAK RESMİ KURUM ALANLARINDA, TAKS: 0,40, KAKS:1,50 VE YÜKSEKLİK ENÇOK 4 KATTIR. RESMİ KURUM ALANLARINDA LOJMAN, KAFETERYA VB. YAPILAR YAPILABİLİR. xyxy=(629,1179,1045,1211)
plan-note: 2.8 KENTSEL TASARIM PROJESİ; DOĞAL, TARİHİ, KÜLTÜREL, SOSYAL VE EKONOMİK ÖZELLİKLER İLE ARAZİ YAPISI DİKKATE ALINARAK, TASARIM ALANINDA GENEL KÜTLE VE YAPILANMA DÜZENİ VEYA AÇIK ALAN DÜZENLEMELERİNİ İÇEREN; TAŞIT ULAŞIMI, OTOPARK VE SERVİS İLİŞKİLERİ VE YAYA DOLAŞIM İLİŞKİLERİNİ KURAN; YAPI, SOKAK, DOKU, AÇIK VE YEŞİL ALANLARIN İLİŞKİSİNİ VE KENTSEL MOBİLYA DETAYLARINI GÖSTEREN; ALTYAPI UNSURLARINI BÜTÜNCÜL BİR YAKLAŞIMLA DİSİPLİNLER ARASI OLARAK ELE ALAN; İMGE, ANLAM VE KİMLİK ÖZELLİKLERİNİ İFADE EDEN; TASARIM İLKE VE ARAÇLARINI İÇEREN UYGUN ÖLÇEKTEKİ PROJEDİR. xyxy=(155,1219,570,1296)
subsection-heading: 4.4.2 MEYDANLAR xyxy=(1104,524,1182,534)
plan-note: 7.2 BU ALANLARDA, KAKS/EMSAL:0,50 OLUP YÜKSEKLİK PROJESİNE GÖRE BELİRLENECEKTİR. xyxy=(1104,1163,1499,1173)
plan-note: 4.4.1.2 REKREASYON ALANLARINDA YAPILACAK UYGULAMALAR İZMİR BÜYÜKŞEHİR BELEDİYE BAŞKANLIĞININ GÖRÜŞÜ DOĞRULTUSUNDA GERÇEKLEŞTİRİLECEKTİR. xyxy=(1104,497,1520,519)
section-heading: 4. SOSYAL ALTYAPI ALANLARI xyxy=(629,1088,765,1098)
plan-notes-body xyxy=(155,341,1520,2117)
plan-note: 4.1.1 EĞİTİM TESİSİ ALANLARINDA, TAKS: 0,40, KAKS:1,50 VE YÜKSEKLİK ENÇOK 4 KATTIR. BU ALANLARDA PARSEL ALANININ %60'ININ OKUL BAHÇESİ VE AÇIK ALAN OLARAK DÜZENLENMESİ ZORUNLUDUR. xyxy=(629,1117,1045,1149)
